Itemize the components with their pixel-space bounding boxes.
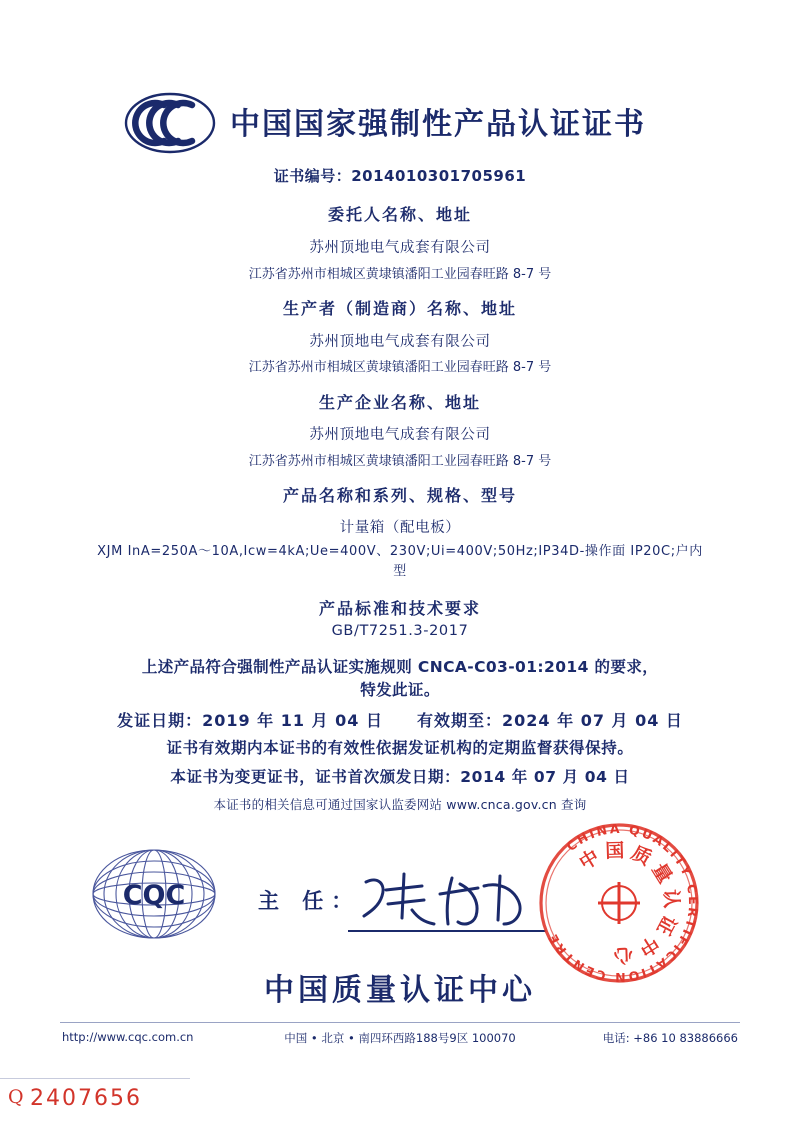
product-specification-line-1: XJM InA=250A～10A,Icw=4kA;Ue=400V、230V;Ui=400V;50Hz;IP34D-操作面 IP20C;户内	[97, 544, 703, 559]
validity-note: 证书有效期内本证书的有效性依据发证机构的定期监督获得保持。	[166, 739, 634, 757]
product-name: 计量箱（配电板）	[339, 520, 461, 536]
applicant-address: 江苏省苏州市相城区黄埭镇潘阳工业园春旺路 8-7 号	[248, 267, 552, 282]
cqc-logo-icon	[90, 848, 218, 940]
footer-url[interactable]: http://www.cqc.com.cn	[62, 1030, 194, 1044]
organization-name: 中国质量认证中心	[264, 973, 536, 1008]
certificate-number-label: 证书编号：	[273, 167, 352, 185]
svg-text:中国质量认证中心: 中国质量认证中心	[575, 839, 683, 967]
director-label: 主 任：	[258, 889, 361, 913]
standard-heading: 产品标准和技术要求	[318, 599, 481, 618]
signature-underline	[348, 930, 546, 932]
footer	[60, 1028, 740, 1048]
product-specification-line-2: 型	[393, 564, 407, 579]
manufacturer-address: 江苏省苏州市相城区黄埭镇潘阳工业园春旺路 8-7 号	[248, 360, 552, 375]
compliance-statement-line-1: 上述产品符合强制性产品认证实施规则 CNCA-C03-01:2014 的要求，	[141, 658, 659, 676]
signature	[352, 860, 552, 940]
certificate-number	[0, 165, 800, 186]
serial-prefix: Q	[8, 1086, 24, 1108]
factory-heading: 生产企业名称、地址	[318, 393, 481, 412]
applicant-heading: 委托人名称、地址	[327, 205, 472, 224]
factory-name: 苏州顶地电气成套有限公司	[309, 427, 491, 443]
svg-text:CQC: CQC	[122, 880, 186, 911]
standard-value: GB/T7251.3-2017	[331, 623, 469, 639]
serial-divider	[0, 1078, 190, 1079]
website-note: 本证书的相关信息可通过国家认监委网站 www.cnca.gov.cn 查询	[213, 797, 587, 812]
ccc-logo-icon	[124, 92, 216, 154]
dates-row	[0, 708, 800, 731]
expiry-date-value: 2024 年 07 月 04 日	[502, 711, 683, 730]
footer-phone: 电话: +86 10 83886666	[602, 1031, 738, 1045]
product-heading: 产品名称和系列、规格、型号	[282, 486, 517, 505]
applicant-name: 苏州顶地电气成套有限公司	[309, 240, 491, 256]
issue-date-value: 2019 年 11 月 04 日	[202, 711, 383, 730]
serial-number: 2407656	[30, 1086, 142, 1111]
factory-address: 江苏省苏州市相城区黄埭镇潘阳工业园春旺路 8-7 号	[248, 454, 552, 469]
manufacturer-name: 苏州顶地电气成套有限公司	[309, 334, 491, 350]
issue-date-label: 发证日期：	[117, 711, 203, 730]
compliance-statement-line-2: 特发此证。	[360, 681, 440, 699]
certificate-number-value: 2014010301705961	[351, 167, 527, 185]
expiry-date-label: 有效期至：	[417, 711, 503, 730]
manufacturer-heading: 生产者（制造商）名称、地址	[282, 299, 517, 318]
change-note: 本证书为变更证书，证书首次颁发日期：2014 年 07 月 04 日	[170, 768, 630, 786]
footer-divider	[60, 1022, 740, 1023]
footer-address: 中国 • 北京 • 南四环西路188号9区 100070	[284, 1031, 516, 1045]
svg-text:CHINA QUALITY CERTIFICATION CE: CHINA QUALITY CERTIFICATION CENTRE	[544, 820, 702, 986]
page-title: 中国国家强制性产品认证证书	[230, 107, 646, 142]
